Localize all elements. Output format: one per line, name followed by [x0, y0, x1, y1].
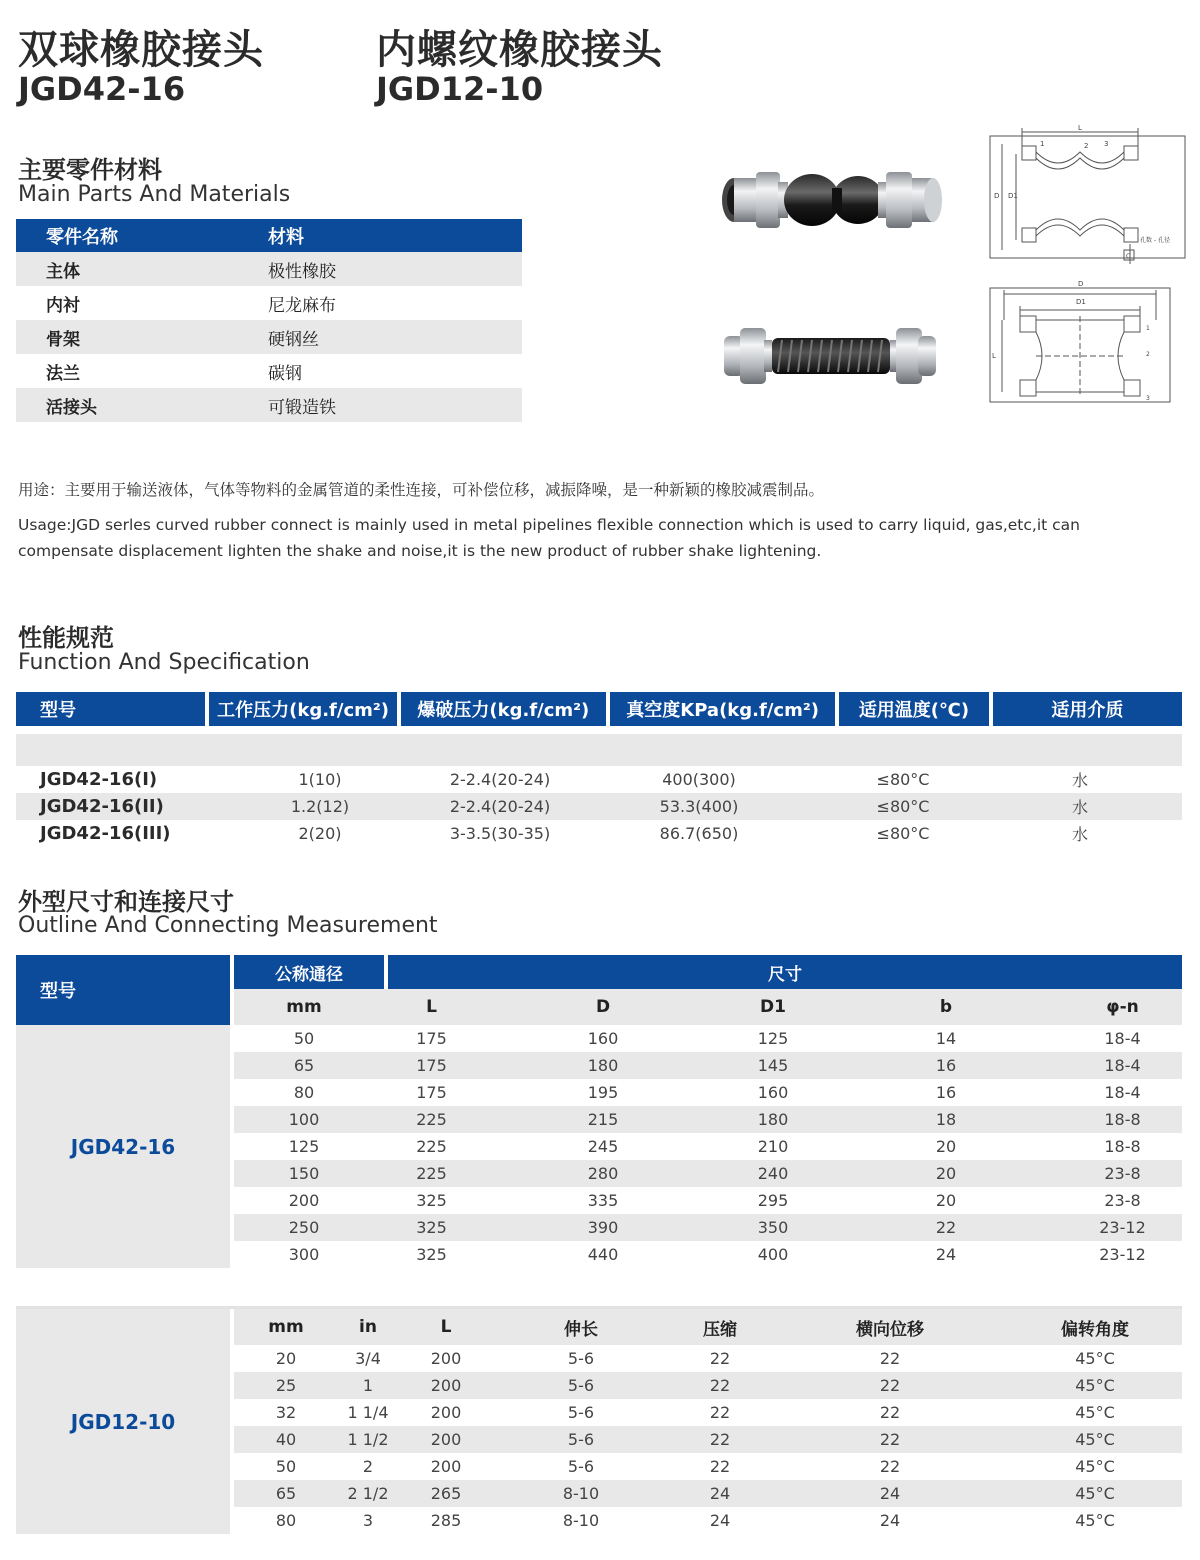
- cell-mm: 125: [288, 1137, 320, 1156]
- cell-in: 3/4: [355, 1349, 381, 1368]
- col-medium: 适用介质: [993, 692, 1182, 726]
- cell-mm: 250: [288, 1218, 320, 1237]
- spec-table: [16, 692, 1182, 847]
- double-sphere-joint-photo: [720, 160, 945, 240]
- product1-model: JGD42-16: [18, 70, 186, 108]
- cell-compression: 22: [709, 1376, 731, 1395]
- cell-extension: 8-10: [562, 1484, 600, 1503]
- cell-mm: 50: [275, 1457, 297, 1476]
- spec-model: JGD42-16(II): [40, 796, 164, 817]
- dim-label-D1: D1: [1008, 192, 1018, 200]
- cell-L: 175: [416, 1056, 447, 1075]
- cell-in: 2 1/2: [347, 1484, 389, 1503]
- col-model: 型号: [16, 692, 205, 726]
- sub-b: b: [939, 997, 953, 1017]
- cell-angle: 45°C: [1075, 1484, 1115, 1503]
- cell-phi-n: 23-12: [1099, 1245, 1146, 1264]
- cell-b: 18: [935, 1110, 957, 1129]
- spec-model: JGD42-16(I): [40, 769, 158, 790]
- part-name: 活接头: [46, 397, 97, 418]
- spec-model: JGD42-16(III): [40, 823, 171, 844]
- cell-b: 22: [935, 1218, 957, 1237]
- table-row: [234, 1241, 1182, 1268]
- table-row: [16, 793, 1182, 820]
- outline-table-jgd42: [16, 955, 1182, 1268]
- cell-angle: 45°C: [1075, 1511, 1115, 1530]
- dim-label-L: L: [992, 352, 996, 360]
- cell-D1: 295: [757, 1191, 789, 1210]
- cell-mm: 100: [288, 1110, 320, 1129]
- outline-table-jgd12: [16, 1306, 1182, 1534]
- dim-label-D: D: [1078, 280, 1084, 288]
- table-row: [234, 1187, 1182, 1214]
- cell-D1: 125: [757, 1029, 789, 1048]
- table-row: [16, 766, 1182, 793]
- table-row: [234, 1399, 1182, 1426]
- sub-lateral: 横向位移: [856, 1319, 924, 1340]
- cell-angle: 45°C: [1075, 1430, 1115, 1449]
- dim-label-L: L: [1078, 124, 1082, 132]
- cell-D: 440: [587, 1245, 619, 1264]
- cell-extension: 8-10: [562, 1511, 600, 1530]
- callout-2: 2: [1084, 142, 1089, 150]
- col-temperature: 适用温度(℃): [839, 692, 988, 726]
- cell-compression: 22: [709, 1457, 731, 1476]
- col-size: 尺寸: [388, 955, 1182, 989]
- spec-temperature: ≤80°C: [876, 824, 930, 843]
- table-row: [16, 252, 522, 286]
- materials-table: [16, 219, 522, 422]
- cell-extension: 5-6: [567, 1403, 595, 1422]
- table-row: [234, 1453, 1182, 1480]
- spec-vacuum: 53.3(400): [659, 797, 739, 816]
- spec-title-zh: 性能规范: [18, 624, 114, 652]
- table-row: [234, 1507, 1182, 1534]
- cell-phi-n: 23-12: [1099, 1218, 1146, 1237]
- cell-L: 225: [416, 1137, 447, 1156]
- cell-phi-n: 18-4: [1104, 1056, 1141, 1075]
- cell-b: 20: [935, 1191, 957, 1210]
- col-vacuum: 真空度KPa(kg.f/cm²): [610, 692, 835, 726]
- callout-3: 3: [1104, 140, 1109, 148]
- cell-D1: 400: [757, 1245, 789, 1264]
- cell-b: 16: [935, 1056, 957, 1075]
- cell-D: 180: [587, 1056, 619, 1075]
- cell-lateral: 22: [879, 1349, 901, 1368]
- col-model: 型号: [16, 955, 230, 1025]
- part-material: 硬钢丝: [268, 329, 319, 350]
- outline-model-cell: JGD42-16: [16, 1025, 230, 1268]
- part-material: 尼龙麻布: [268, 295, 336, 316]
- cell-L: 325: [416, 1245, 447, 1264]
- col-working-pressure: 工作压力(kg.f/cm²): [209, 692, 396, 726]
- cell-mm: 40: [275, 1430, 297, 1449]
- cell-angle: 45°C: [1075, 1349, 1115, 1368]
- table-row: [234, 1214, 1182, 1241]
- cell-D1: 210: [757, 1137, 789, 1156]
- cell-L: 265: [430, 1484, 462, 1503]
- cell-D1: 350: [757, 1218, 789, 1237]
- spec-medium: 水: [1071, 798, 1088, 817]
- materials-title-en: Main Parts And Materials: [18, 182, 291, 207]
- col-part-name: 零件名称: [46, 226, 118, 248]
- product2-model: JGD12-10: [376, 70, 544, 108]
- sub-phi-n: φ-n: [1106, 997, 1139, 1017]
- outline-subheader: [234, 989, 1182, 1025]
- table-row: [234, 1160, 1182, 1187]
- outline2-model-cell: JGD12-10: [16, 1309, 230, 1534]
- part-material: 可锻造铁: [268, 397, 336, 418]
- sub-extension: 伸长: [564, 1319, 598, 1340]
- materials-title-zh: 主要零件材料: [18, 156, 162, 184]
- table-row: [234, 1133, 1182, 1160]
- cell-extension: 5-6: [567, 1349, 595, 1368]
- callout-2: 2: [1146, 351, 1150, 358]
- cell-mm: 300: [288, 1245, 320, 1264]
- cell-L: 225: [416, 1164, 447, 1183]
- callout-1: 1: [1040, 140, 1045, 148]
- cell-angle: 45°C: [1075, 1376, 1115, 1395]
- spec-temperature: ≤80°C: [876, 797, 930, 816]
- hole-note: 孔数 - 孔径: [1140, 237, 1170, 244]
- cell-L: 200: [430, 1376, 462, 1395]
- spec-medium: 水: [1071, 771, 1088, 790]
- outline-title-en: Outline And Connecting Measurement: [18, 913, 438, 938]
- threaded-joint-technical-drawing: [980, 280, 1190, 410]
- cell-phi-n: 18-4: [1104, 1083, 1141, 1102]
- cell-extension: 5-6: [567, 1430, 595, 1449]
- part-name: 主体: [46, 261, 80, 282]
- spec-working-pressure: 1.2(12): [290, 797, 350, 816]
- spec-working-pressure: 2(20): [298, 824, 342, 843]
- outline-title-zh: 外型尺寸和连接尺寸: [18, 888, 234, 916]
- cell-mm: 25: [275, 1376, 297, 1395]
- cell-L: 325: [416, 1218, 447, 1237]
- table-row: [16, 388, 522, 422]
- col-burst-pressure: 爆破压力(kg.f/cm²): [401, 692, 606, 726]
- cell-lateral: 22: [879, 1430, 901, 1449]
- cell-b: 14: [935, 1029, 957, 1048]
- double-sphere-technical-drawing: [980, 124, 1190, 274]
- cell-in: 1 1/4: [347, 1403, 389, 1422]
- cell-in: 1 1/2: [347, 1430, 389, 1449]
- cell-mm: 200: [288, 1191, 320, 1210]
- cell-L: 200: [430, 1349, 462, 1368]
- cell-D: 160: [587, 1029, 619, 1048]
- cell-phi-n: 23-8: [1104, 1191, 1141, 1210]
- spec-title-en: Function And Specification: [18, 650, 310, 675]
- table-row: [234, 1372, 1182, 1399]
- cell-L: 285: [430, 1511, 462, 1530]
- callout-3: 3: [1146, 395, 1150, 402]
- table-row: [234, 1426, 1182, 1453]
- cell-L: 225: [416, 1110, 447, 1129]
- cell-L: 325: [416, 1191, 447, 1210]
- cell-extension: 5-6: [567, 1376, 595, 1395]
- table-row: [16, 354, 522, 388]
- cell-lateral: 24: [879, 1484, 901, 1503]
- cell-D: 280: [587, 1164, 619, 1183]
- table-row: [234, 1052, 1182, 1079]
- spec-medium: 水: [1071, 825, 1088, 844]
- cell-mm: 80: [275, 1511, 297, 1530]
- threaded-joint-photo: [720, 320, 940, 392]
- spec-vacuum: 86.7(650): [659, 824, 739, 843]
- part-material: 碳钢: [268, 363, 302, 384]
- cell-D1: 240: [757, 1164, 789, 1183]
- part-name: 法兰: [46, 363, 80, 384]
- cell-D: 335: [587, 1191, 619, 1210]
- sub-in: in: [359, 1317, 377, 1337]
- product1-name: 双球橡胶接头: [18, 27, 264, 73]
- dim-label-C: C: [1126, 253, 1131, 260]
- cell-b: 20: [935, 1164, 957, 1183]
- cell-compression: 22: [709, 1349, 731, 1368]
- table-row: [234, 1106, 1182, 1133]
- cell-lateral: 22: [879, 1457, 901, 1476]
- table-row: [16, 820, 1182, 847]
- dim-label-D: D: [994, 192, 1000, 200]
- sub-D: D: [595, 997, 611, 1017]
- part-name: 内衬: [46, 295, 80, 316]
- table-row: [16, 320, 522, 354]
- product2-name: 内螺纹橡胶接头: [376, 27, 663, 73]
- cell-D: 215: [587, 1110, 619, 1129]
- part-name: 骨架: [46, 329, 80, 350]
- callout-1: 1: [1146, 325, 1150, 332]
- sub-mm: mm: [286, 997, 322, 1017]
- cell-phi-n: 18-4: [1104, 1029, 1141, 1048]
- cell-D: 390: [587, 1218, 619, 1237]
- cell-compression: 22: [709, 1430, 731, 1449]
- cell-D: 245: [587, 1137, 619, 1156]
- cell-D1: 160: [757, 1083, 789, 1102]
- cell-compression: 24: [709, 1484, 731, 1503]
- spec-working-pressure: 1(10): [298, 770, 342, 789]
- sub-L: L: [426, 997, 437, 1017]
- cell-mm: 80: [293, 1083, 315, 1102]
- cell-mm: 20: [275, 1349, 297, 1368]
- spec-table-header: [16, 692, 1182, 726]
- cell-phi-n: 18-8: [1104, 1137, 1141, 1156]
- cell-compression: 24: [709, 1511, 731, 1530]
- cell-D1: 145: [757, 1056, 789, 1075]
- spec-burst-pressure: 2-2.4(20-24): [449, 770, 551, 789]
- cell-in: 1: [362, 1376, 374, 1395]
- cell-phi-n: 18-8: [1104, 1110, 1141, 1129]
- cell-b: 24: [935, 1245, 957, 1264]
- spec-temperature: ≤80°C: [876, 770, 930, 789]
- cell-mm: 65: [293, 1056, 315, 1075]
- usage-text-zh: 用途：主要用于输送液体，气体等物料的金属管道的柔性连接，可补偿位移，减振降噪，是一种新颖的橡胶减震制品。: [18, 481, 825, 499]
- sub-L: L: [440, 1317, 452, 1337]
- sub-D1: D1: [760, 997, 786, 1017]
- cell-extension: 5-6: [567, 1457, 595, 1476]
- cell-compression: 22: [709, 1403, 731, 1422]
- cell-mm: 65: [275, 1484, 297, 1503]
- dim-label-D1: D1: [1076, 298, 1086, 306]
- table-row: [234, 1079, 1182, 1106]
- table-row: [234, 1345, 1182, 1372]
- sub-angle: 偏转角度: [1061, 1319, 1129, 1340]
- sub-compression: 压缩: [703, 1319, 737, 1340]
- cell-in: 2: [362, 1457, 374, 1476]
- cell-mm: 32: [275, 1403, 297, 1422]
- outline2-subheader: [234, 1309, 1182, 1345]
- cell-L: 200: [430, 1403, 462, 1422]
- cell-L: 175: [416, 1029, 447, 1048]
- sub-mm: mm: [268, 1317, 304, 1337]
- cell-lateral: 22: [879, 1376, 901, 1395]
- cell-lateral: 22: [879, 1403, 901, 1422]
- cell-L: 175: [416, 1083, 447, 1102]
- table-row: [234, 1480, 1182, 1507]
- spec-burst-pressure: 3-3.5(30-35): [449, 824, 551, 843]
- materials-table-header: [16, 219, 522, 252]
- spec-vacuum: 400(300): [662, 770, 736, 789]
- cell-L: 200: [430, 1457, 462, 1476]
- table-row: [234, 1025, 1182, 1052]
- col-material: 材料: [268, 226, 304, 248]
- cell-mm: 50: [293, 1029, 315, 1048]
- cell-in: 3: [362, 1511, 374, 1530]
- cell-L: 200: [430, 1430, 462, 1449]
- spec-blank-row: [16, 734, 1182, 766]
- cell-phi-n: 23-8: [1104, 1164, 1141, 1183]
- usage-text-en: Usage:JGD serles curved rubber connect is mainly used in metal pipelines flexible connection which is used to carry liquid, gas,etc,it can compensate displacement lighten the shake and noise,it is the new product of rubber shake lightening.: [18, 516, 1080, 560]
- part-material: 极性橡胶: [268, 261, 336, 282]
- cell-mm: 150: [288, 1164, 320, 1183]
- cell-b: 16: [935, 1083, 957, 1102]
- cell-angle: 45°C: [1075, 1403, 1115, 1422]
- col-nominal-diameter: 公称通径: [234, 955, 384, 989]
- cell-angle: 45°C: [1075, 1457, 1115, 1476]
- spec-burst-pressure: 2-2.4(20-24): [449, 797, 551, 816]
- cell-b: 20: [935, 1137, 957, 1156]
- table-row: [16, 286, 522, 320]
- cell-D1: 180: [757, 1110, 789, 1129]
- cell-D: 195: [587, 1083, 619, 1102]
- cell-lateral: 24: [879, 1511, 901, 1530]
